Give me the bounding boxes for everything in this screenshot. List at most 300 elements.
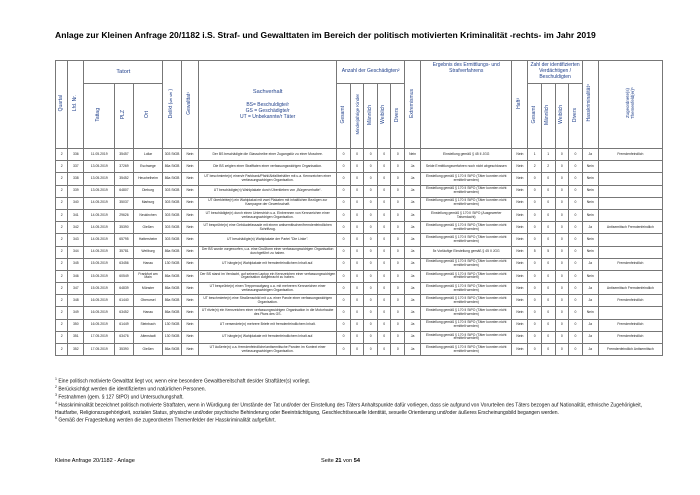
cell-sachverhalt: UT versendete(n) mehrere Briefe mit fremdenfeindlichem Inhalt. bbox=[199, 319, 337, 331]
cell-gs-weiblich: 0 bbox=[377, 283, 391, 295]
cell-ort: Steinbach bbox=[133, 319, 163, 331]
cell-hasskriminalitaet: Ja bbox=[582, 258, 598, 270]
cell-tattag: 16.05.2019 bbox=[84, 295, 115, 307]
cell-sachverhalt: Die BS zeigten einer Strafftaten einer verfassungswidrigen Organisation. bbox=[199, 161, 337, 173]
cell-quartal: 2 bbox=[56, 149, 68, 161]
cell-vd-maennlich: 0 bbox=[541, 209, 555, 221]
cell-vd-weiblich: 0 bbox=[555, 222, 569, 234]
cell-gs-maennlich: 0 bbox=[364, 246, 378, 258]
cell-vd-gesamt: 0 bbox=[528, 209, 542, 221]
cell-vd-weiblich: 0 bbox=[555, 344, 569, 356]
cell-vd-maennlich: 0 bbox=[541, 185, 555, 197]
cell-vd-maennlich: 0 bbox=[541, 173, 555, 185]
cell-vd-divers: 0 bbox=[569, 344, 583, 356]
cell-ergebnis: Einstellung gemäß § 45 II JGG bbox=[421, 149, 512, 161]
cell-lfd-nr: 349 bbox=[68, 307, 84, 319]
cell-gs-gesamt: 0 bbox=[337, 173, 351, 185]
cell-vd-gesamt: 0 bbox=[528, 185, 542, 197]
cell-ort: Gießen bbox=[133, 222, 163, 234]
cell-themenfelder: Fremdenfeindlich bbox=[598, 258, 662, 270]
cell-vd-weiblich: 0 bbox=[555, 258, 569, 270]
cell-gs-gesamt: 0 bbox=[337, 222, 351, 234]
cell-ort: Hattersheim bbox=[133, 234, 163, 246]
cell-gewalttat: Nein bbox=[181, 295, 198, 307]
cell-hasskriminalitaet: Ja bbox=[582, 149, 598, 161]
cell-quartal: 2 bbox=[56, 209, 68, 221]
cell-hasskriminalitaet: Nein bbox=[582, 307, 598, 319]
cell-gs-minderjaehrige: 0 bbox=[350, 161, 364, 173]
cell-themenfelder: Antisemitisch Fremdenfeindlich bbox=[598, 222, 662, 234]
cell-delikt: 86a StGB bbox=[163, 344, 182, 356]
cell-tattag: 14.05.2019 bbox=[84, 246, 115, 258]
cell-gs-maennlich: 0 bbox=[364, 209, 378, 221]
cell-themenfelder bbox=[598, 185, 662, 197]
cell-gewalttat: Nein bbox=[181, 246, 198, 258]
cell-haft: Nein bbox=[512, 234, 528, 246]
cell-vd-maennlich: 5 bbox=[541, 246, 555, 258]
header-hasskriminalitaet: Hasskriminalität⁴ bbox=[582, 61, 598, 149]
cell-ort: Hanau bbox=[133, 307, 163, 319]
table-row bbox=[56, 173, 663, 185]
cell-vd-divers: 0 bbox=[569, 149, 583, 161]
cell-haft: Nein bbox=[512, 222, 528, 234]
cell-gs-weiblich: 0 bbox=[377, 209, 391, 221]
table-body bbox=[56, 149, 663, 356]
cell-vd-divers: 0 bbox=[569, 331, 583, 343]
cell-lfd-nr: 343 bbox=[68, 234, 84, 246]
cell-vd-weiblich: 0 bbox=[555, 246, 569, 258]
cell-lfd-nr: 345 bbox=[68, 258, 84, 270]
footnote-5: $^5$ Gemäß der Fragestellung werden die zugeordneten Themenfelder der Hasskriminalität aufgeführt. bbox=[55, 416, 276, 424]
footnotes bbox=[55, 377, 665, 424]
cell-gs-maennlich: 0 bbox=[364, 185, 378, 197]
cell-gs-weiblich: 0 bbox=[377, 307, 391, 319]
footnote-1: $^1$ Eine politisch motivierte Gewalttat liegt vor, wenn eine besondere Gewaltbereitschaft des/der Straftäter(s) vorliegt. bbox=[55, 377, 311, 385]
cell-gs-maennlich: 0 bbox=[364, 149, 378, 161]
cell-hasskriminalitaet: Ja bbox=[582, 222, 598, 234]
cell-quartal: 2 bbox=[56, 185, 68, 197]
cell-vd-weiblich: 0 bbox=[555, 173, 569, 185]
cell-extremismus: Ja bbox=[405, 209, 421, 221]
cell-gs-gesamt: 0 bbox=[337, 331, 351, 343]
cell-extremismus: Ja bbox=[405, 307, 421, 319]
cell-delikt: 303 StGB bbox=[163, 185, 182, 197]
cell-vd-gesamt: 0 bbox=[528, 258, 542, 270]
cell-vd-maennlich: 0 bbox=[541, 319, 555, 331]
cell-ergebnis: Einstellung gemäß § 170 II StPO (Täter konnten nicht ermittelt werden) bbox=[421, 283, 512, 295]
cell-plz: 61440 bbox=[115, 295, 134, 307]
page-title: Anlage zur Kleinen Anfrage 20/1182 i.S. Straf- und Gewalttaten im Bereich der politisch motivierten Kriminalität -rechts- im Jahr 2019 bbox=[55, 30, 596, 40]
cell-quartal: 2 bbox=[56, 307, 68, 319]
table-row bbox=[56, 246, 663, 258]
cell-vd-divers: 0 bbox=[569, 234, 583, 246]
cell-gs-divers: 0 bbox=[391, 283, 405, 295]
header-lfd-nr: Lfd. Nr. bbox=[68, 61, 84, 149]
cell-extremismus: Ja bbox=[405, 234, 421, 246]
cell-tattag: 14.05.2019 bbox=[84, 209, 115, 221]
cell-gs-weiblich: 0 bbox=[377, 344, 391, 356]
cell-tattag: 13.05.2019 bbox=[84, 161, 115, 173]
cell-gs-gesamt: 0 bbox=[337, 283, 351, 295]
cell-themenfelder: Fremdenfeindlich Antisemitisch bbox=[598, 344, 662, 356]
cell-ort: Altenstadt bbox=[133, 331, 163, 343]
cell-haft: Nein bbox=[512, 331, 528, 343]
cell-gs-minderjaehrige: 0 bbox=[350, 173, 364, 185]
cell-themenfelder bbox=[598, 209, 662, 221]
cell-ergebnis: Einstellung gemäß § 170 II StPO (Täter konnten nicht ermittelt werden) bbox=[421, 197, 512, 209]
header-vd-weiblich: Weiblich bbox=[555, 84, 569, 149]
cell-extremismus: Ja bbox=[405, 258, 421, 270]
cell-ergebnis: Seide Ermittlungsverfahren noch nicht abgeschlossen bbox=[421, 161, 512, 173]
cell-ort: Gießen bbox=[133, 344, 163, 356]
footnote-2: $^2$ Berücksichtigt werden die identifizierten und natürlichen Personen. bbox=[55, 385, 206, 393]
cell-quartal: 2 bbox=[56, 234, 68, 246]
cell-delikt: 130 StGB bbox=[163, 319, 182, 331]
cell-gs-minderjaehrige: 0 bbox=[350, 197, 364, 209]
cell-gewalttat: Nein bbox=[181, 197, 198, 209]
cell-delikt: 303 StGB bbox=[163, 222, 182, 234]
cell-themenfelder bbox=[598, 234, 662, 246]
cell-ergebnis: Einstellung gemäß § 170 II StPO (Täter konnten nicht ermittelt werden) bbox=[421, 185, 512, 197]
cell-delikt: 303 StGB bbox=[163, 197, 182, 209]
cell-vd-gesamt: 0 bbox=[528, 307, 542, 319]
cell-ergebnis: Einstellung gemäß § 170 II StPO (Täter konnten nicht ermittelt werden) bbox=[421, 307, 512, 319]
cell-sachverhalt: Der BS stand im Verdacht, auf seinem Laptop ein Kennzeichen einer verfassungswidrigen Organisation aufgebracht zu haben. bbox=[199, 270, 337, 282]
cell-gewalttat: Nein bbox=[181, 307, 198, 319]
cell-gs-minderjaehrige: 0 bbox=[350, 258, 364, 270]
cell-hasskriminalitaet: Nein bbox=[582, 161, 598, 173]
header-gewalttat: Gewalttat¹ bbox=[181, 61, 198, 149]
cell-ort: Lollar bbox=[133, 149, 163, 161]
table-row bbox=[56, 283, 663, 295]
cell-vd-gesamt: 0 bbox=[528, 270, 542, 282]
cell-gs-weiblich: 0 bbox=[377, 295, 391, 307]
cell-gs-maennlich: 0 bbox=[364, 319, 378, 331]
cell-themenfelder: Antisemitisch Fremdenfeindlich bbox=[598, 283, 662, 295]
cell-quartal: 2 bbox=[56, 319, 68, 331]
cell-sachverhalt: UT ritzte(n) ein Kennzeichen einer verfassungswidrigen Organisation in die Motorhaube des Pkws des GS. bbox=[199, 307, 337, 319]
cell-ergebnis: Einstellung gemäß § 170 II StPO (Täter konnten nicht ermittelt werden) bbox=[421, 331, 512, 343]
cell-quartal: 2 bbox=[56, 161, 68, 173]
cell-gs-maennlich: 0 bbox=[364, 258, 378, 270]
cell-themenfelder bbox=[598, 246, 662, 258]
cell-lfd-nr: 341 bbox=[68, 209, 84, 221]
legend-ut: UT = Unbekannte/r Täter bbox=[240, 113, 296, 120]
cell-vd-maennlich: 0 bbox=[541, 258, 555, 270]
cell-extremismus: Ja bbox=[405, 344, 421, 356]
cell-vd-maennlich: 0 bbox=[541, 331, 555, 343]
cell-hasskriminalitaet: Nein bbox=[582, 246, 598, 258]
header-gs-gesamt: Gesamt bbox=[337, 84, 351, 149]
header-quartal: Quartal bbox=[56, 61, 68, 149]
header-verdaechtige: Zahl der identifizierten Verdächtigen / Beschuldigten bbox=[528, 61, 582, 84]
cell-themenfelder: Fremdenfeindlich bbox=[598, 295, 662, 307]
cell-gs-weiblich: 0 bbox=[377, 185, 391, 197]
cell-vd-divers: 0 bbox=[569, 197, 583, 209]
header-extremismus: Extremismus bbox=[405, 61, 421, 149]
cell-plz: 29626 bbox=[115, 209, 134, 221]
cell-gewalttat: Nein bbox=[181, 149, 198, 161]
header-gs-minderjaehrige: Minderjährige Kinder bbox=[350, 84, 364, 149]
cell-gs-divers: 0 bbox=[391, 234, 405, 246]
cell-gs-divers: 0 bbox=[391, 185, 405, 197]
cell-gs-divers: 0 bbox=[391, 344, 405, 356]
footnote-3: $^3$ Festnahmen (gem. § 127 StPO) und Untersuchungshaft. bbox=[55, 393, 184, 401]
cell-ort: Weilburg bbox=[133, 246, 163, 258]
cell-lfd-nr: 351 bbox=[68, 331, 84, 343]
cell-gs-gesamt: 0 bbox=[337, 197, 351, 209]
cell-lfd-nr: 336 bbox=[68, 149, 84, 161]
cell-gs-gesamt: 0 bbox=[337, 295, 351, 307]
cell-quartal: 2 bbox=[56, 283, 68, 295]
header-gs-divers: Divers bbox=[391, 84, 405, 149]
cell-lfd-nr: 346 bbox=[68, 270, 84, 282]
cell-gs-maennlich: 0 bbox=[364, 173, 378, 185]
cell-plz: 35390 bbox=[115, 222, 134, 234]
cell-haft: Nein bbox=[512, 246, 528, 258]
cell-ort: Hanau bbox=[133, 258, 163, 270]
cell-ergebnis: Einstellung gemäß § 170 II StPO (Täter konnten nicht ermittelt werden) bbox=[421, 222, 512, 234]
cell-haft: Nein bbox=[512, 161, 528, 173]
table-row bbox=[56, 161, 663, 173]
cell-gewalttat: Nein bbox=[181, 283, 198, 295]
cell-tattag: 15.05.2019 bbox=[84, 283, 115, 295]
header-tattag: Tattag bbox=[84, 84, 115, 149]
cell-vd-gesamt: 0 bbox=[528, 319, 542, 331]
cell-haft: Nein bbox=[512, 295, 528, 307]
cell-vd-gesamt: 0 bbox=[528, 295, 542, 307]
cell-vd-weiblich: 0 bbox=[555, 197, 569, 209]
cell-vd-gesamt: 0 bbox=[528, 197, 542, 209]
cell-gs-weiblich: 0 bbox=[377, 197, 391, 209]
cell-gs-maennlich: 0 bbox=[364, 222, 378, 234]
cell-tattag: 14.05.2019 bbox=[84, 222, 115, 234]
cell-vd-weiblich: 0 bbox=[555, 234, 569, 246]
header-ergebnis: Ergebnis des Ermittlungs- und Strafverfahrens bbox=[421, 61, 512, 149]
header-gs-weiblich: Weiblich bbox=[377, 84, 391, 149]
cell-sachverhalt: UT besprühte(n) eine Gebäudefassade mit einem antisemitischen/fremdenfeindlichen Schriftzug. bbox=[199, 222, 337, 234]
cell-sachverhalt: UT beschädigte(n) Wahlplakate der Partei "Die Linke". bbox=[199, 234, 337, 246]
cell-gs-maennlich: 0 bbox=[364, 344, 378, 356]
page-number: Seite 21 von 54 bbox=[321, 458, 360, 464]
cell-extremismus: Nein bbox=[405, 149, 421, 161]
cell-plz: 60549 bbox=[115, 270, 134, 282]
legend-gs: GS = Geschädigte/r bbox=[245, 107, 290, 114]
cell-tattag: 13.05.2019 bbox=[84, 173, 115, 185]
cell-ort: Marburg bbox=[133, 197, 163, 209]
cell-vd-gesamt: 0 bbox=[528, 234, 542, 246]
cell-plz: 61449 bbox=[115, 319, 134, 331]
cell-ort: Heuchelheim bbox=[133, 173, 163, 185]
header-vd-gesamt: Gesamt bbox=[528, 84, 542, 149]
cell-themenfelder: Fremdenfeindlich bbox=[598, 319, 662, 331]
cell-quartal: 2 bbox=[56, 173, 68, 185]
cell-vd-divers: 0 bbox=[569, 283, 583, 295]
cell-tattag: 16.05.2019 bbox=[84, 307, 115, 319]
cell-gs-divers: 0 bbox=[391, 295, 405, 307]
table-row bbox=[56, 319, 663, 331]
cell-quartal: 2 bbox=[56, 222, 68, 234]
cell-vd-divers: 0 bbox=[569, 319, 583, 331]
cell-plz: 35452 bbox=[115, 173, 134, 185]
cell-gs-divers: 0 bbox=[391, 197, 405, 209]
cell-sachverhalt: UT beschädigte(n) Wahlplakate durch Überkleben von „Bürgerverhalte“. bbox=[199, 185, 337, 197]
cell-vd-weiblich: 0 bbox=[555, 270, 569, 282]
cell-ort: Neukirchen bbox=[133, 209, 163, 221]
cell-gs-minderjaehrige: 0 bbox=[350, 149, 364, 161]
cell-ergebnis: Einstellung gemäß § 170 II StPO (Täter konnten nicht ermittelt werden) bbox=[421, 344, 512, 356]
cell-gs-gesamt: 0 bbox=[337, 209, 351, 221]
legend-bs: BS= Beschuldigte/r bbox=[246, 102, 289, 109]
cell-gs-weiblich: 0 bbox=[377, 258, 391, 270]
cell-haft: Nein bbox=[512, 258, 528, 270]
table-row bbox=[56, 234, 663, 246]
cell-tattag: 17.05.2019 bbox=[84, 331, 115, 343]
cell-hasskriminalitaet: Nein bbox=[582, 209, 598, 221]
cell-vd-divers: 0 bbox=[569, 270, 583, 282]
table-row bbox=[56, 344, 663, 356]
cell-extremismus: Ja bbox=[405, 185, 421, 197]
cell-vd-weiblich: 0 bbox=[555, 319, 569, 331]
cell-delikt: 303 StGB bbox=[163, 234, 182, 246]
cell-extremismus: Ja bbox=[405, 222, 421, 234]
cell-lfd-nr: 344 bbox=[68, 246, 84, 258]
table-row bbox=[56, 185, 663, 197]
cell-haft: Nein bbox=[512, 149, 528, 161]
cell-gs-gesamt: 0 bbox=[337, 270, 351, 282]
cell-haft: Nein bbox=[512, 173, 528, 185]
table-row bbox=[56, 295, 663, 307]
table-row bbox=[56, 209, 663, 221]
cell-gs-minderjaehrige: 0 bbox=[350, 344, 364, 356]
cell-lfd-nr: 338 bbox=[68, 173, 84, 185]
cell-ort: Frankfurt am Main bbox=[133, 270, 163, 282]
cell-quartal: 2 bbox=[56, 246, 68, 258]
cell-themenfelder: Fremdenfeindlich bbox=[598, 331, 662, 343]
cell-gs-divers: 0 bbox=[391, 307, 405, 319]
cell-vd-maennlich: 0 bbox=[541, 283, 555, 295]
cell-lfd-nr: 347 bbox=[68, 283, 84, 295]
cell-vd-maennlich: 0 bbox=[541, 270, 555, 282]
cell-gs-gesamt: 0 bbox=[337, 234, 351, 246]
cell-vd-maennlich: 0 bbox=[541, 295, 555, 307]
cell-gewalttat: Nein bbox=[181, 234, 198, 246]
cell-gs-gesamt: 0 bbox=[337, 161, 351, 173]
cell-gs-minderjaehrige: 0 bbox=[350, 270, 364, 282]
cell-hasskriminalitaet: Nein bbox=[582, 270, 598, 282]
cell-gs-divers: 0 bbox=[391, 258, 405, 270]
cell-gs-weiblich: 0 bbox=[377, 161, 391, 173]
cell-gs-minderjaehrige: 0 bbox=[350, 307, 364, 319]
cell-vd-gesamt: 0 bbox=[528, 331, 542, 343]
header-vd-maennlich: Männlich bbox=[541, 84, 555, 149]
cell-quartal: 2 bbox=[56, 295, 68, 307]
cell-gs-weiblich: 0 bbox=[377, 270, 391, 282]
cell-haft: Nein bbox=[512, 283, 528, 295]
cell-themenfelder bbox=[598, 173, 662, 185]
cell-gs-minderjaehrige: 0 bbox=[350, 234, 364, 246]
cell-vd-maennlich: 0 bbox=[541, 197, 555, 209]
cell-lfd-nr: 342 bbox=[68, 222, 84, 234]
cell-sachverhalt: UT überklebte(n) ein Wahlplakat mit zwei Plakaten mit inhaltlichen Bezügen zur Kampagne der Gewerkschaft. bbox=[199, 197, 337, 209]
cell-quartal: 2 bbox=[56, 270, 68, 282]
cell-delikt: 130 StGB bbox=[163, 331, 182, 343]
cell-vd-weiblich: 0 bbox=[555, 295, 569, 307]
cell-vd-weiblich: 0 bbox=[555, 307, 569, 319]
cell-ort: Eschwege bbox=[133, 161, 163, 173]
cell-gs-gesamt: 0 bbox=[337, 319, 351, 331]
cell-hasskriminalitaet: Nein bbox=[582, 197, 598, 209]
table-row bbox=[56, 149, 663, 161]
cell-plz: 35781 bbox=[115, 246, 134, 258]
cell-sachverhalt: UT hängte(n) Wahlplakate mit fremdenfeindlichem Inhalt auf. bbox=[199, 258, 337, 270]
header-tatort: Tatort bbox=[84, 61, 163, 84]
cell-vd-gesamt: 0 bbox=[528, 283, 542, 295]
cell-gs-divers: 0 bbox=[391, 246, 405, 258]
cell-ergebnis: Einstellung gemäß § 170 II StPO (Täter konnten nicht ermittelt werden) bbox=[421, 270, 512, 282]
cell-sachverhalt: UT beschmierte(n) eine Straßenschild mit u.a. einer Parole einer verfassungswidrigen Organisation. bbox=[199, 295, 337, 307]
cell-gs-minderjaehrige: 0 bbox=[350, 319, 364, 331]
cell-lfd-nr: 350 bbox=[68, 319, 84, 331]
cell-gs-divers: 0 bbox=[391, 270, 405, 282]
cell-sachverhalt: Der BS wurde vorgeworfen, u.a. eine Grußform einer verfassungswidrigen Organisation durchgeführt zu haben. bbox=[199, 246, 337, 258]
cell-plz: 63452 bbox=[115, 307, 134, 319]
cell-vd-maennlich: 0 bbox=[541, 222, 555, 234]
cell-gs-weiblich: 0 bbox=[377, 319, 391, 331]
cell-delikt: 86a StGB bbox=[163, 161, 182, 173]
cell-gs-weiblich: 0 bbox=[377, 173, 391, 185]
cell-gs-gesamt: 0 bbox=[337, 344, 351, 356]
cell-vd-gesamt: 1 bbox=[528, 149, 542, 161]
cell-gs-maennlich: 0 bbox=[364, 161, 378, 173]
table-row bbox=[56, 270, 663, 282]
cell-extremismus: Ja bbox=[405, 246, 421, 258]
cell-vd-divers: 0 bbox=[569, 246, 583, 258]
cell-gs-minderjaehrige: 0 bbox=[350, 283, 364, 295]
cell-delikt: 86a StGB bbox=[163, 270, 182, 282]
header-geschaedigte: Anzahl der Geschädigten² bbox=[337, 61, 405, 84]
footnote-4: $^4$ Hasskriminalität bezeichnet politisch motivierte Straftaten, wenn in Würdigung der Umstände der Tat und/oder der Einstellung des Täters Anhaltspunkte dafür vorliegen, dass sie aufgrund von Vorurteilen des Täters bezogen auf Nationalität, ethnische Zugehörigkeit, Hautfarbe, Religionszugehörigkeit, sozialen Status, physische und/oder psychische Behinderung oder Beeinträchtigung, Geschlecht/sexuelle Identität, sexuelle Orientierung und/oder äußeres Erscheinungsbild begangen werden. bbox=[55, 401, 643, 416]
cell-vd-weiblich: 0 bbox=[555, 149, 569, 161]
cell-plz: 63476 bbox=[115, 331, 134, 343]
cell-gs-minderjaehrige: 0 bbox=[350, 185, 364, 197]
cell-sachverhalt: UT hängte(n) Wahlplakate mit fremdenfeindlichem Inhalt auf. bbox=[199, 331, 337, 343]
cell-extremismus: Ja bbox=[405, 283, 421, 295]
cell-vd-divers: 0 bbox=[569, 258, 583, 270]
cell-gewalttat: Nein bbox=[181, 185, 198, 197]
cell-vd-divers: 0 bbox=[569, 295, 583, 307]
cell-gs-minderjaehrige: 0 bbox=[350, 331, 364, 343]
cell-lfd-nr: 348 bbox=[68, 295, 84, 307]
cell-themenfelder: Fremdenfeindlich bbox=[598, 149, 662, 161]
cell-hasskriminalitaet: Nein bbox=[582, 173, 598, 185]
cell-themenfelder bbox=[598, 161, 662, 173]
cell-gs-gesamt: 0 bbox=[337, 246, 351, 258]
cell-sachverhalt: UT beschädigte(n) durch einen Unterstrich u.a. Einbrennen von Kennzeichen einer verfassungswidrigen Organisation. bbox=[199, 209, 337, 221]
cell-gs-divers: 0 bbox=[391, 161, 405, 173]
header-vd-divers: Divers bbox=[569, 84, 583, 149]
cell-ergebnis: Einstellung gemäß § 170 II StPO (Täter konnten nicht ermittelt werden) bbox=[421, 234, 512, 246]
cell-delikt: 303 StGB bbox=[163, 149, 182, 161]
cell-plz: 35457 bbox=[115, 149, 134, 161]
cell-gs-gesamt: 0 bbox=[337, 307, 351, 319]
cell-gewalttat: Nein bbox=[181, 161, 198, 173]
cell-vd-divers: 0 bbox=[569, 307, 583, 319]
cell-plz: 63456 bbox=[115, 258, 134, 270]
cell-hasskriminalitaet: Nein bbox=[582, 234, 598, 246]
cell-lfd-nr: 340 bbox=[68, 197, 84, 209]
cell-tattag: 14.05.2019 bbox=[84, 197, 115, 209]
